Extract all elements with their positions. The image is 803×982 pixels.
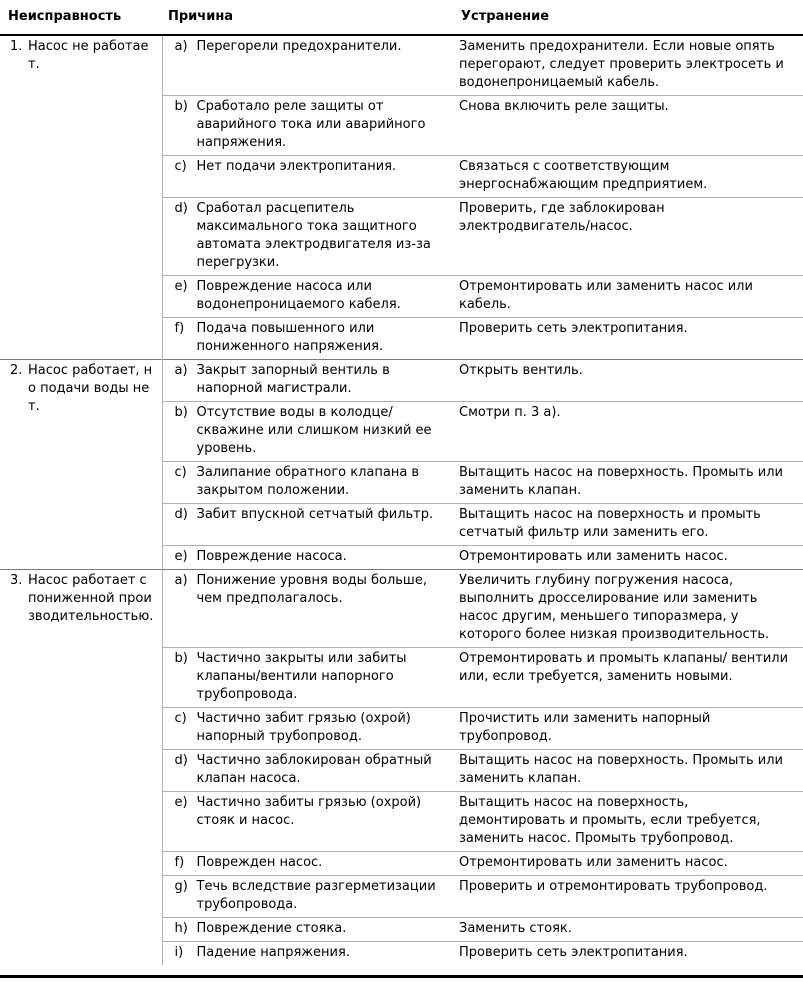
fault-number: 1. xyxy=(10,39,23,54)
cause-text: Частично забиты грязью (охрой) стояк и насос. xyxy=(196,795,422,828)
cause-cell xyxy=(162,276,453,318)
remedy-cell: Увеличить глубину погружения насоса, выполнить дросселирование или заменить насос другим, меньшего типоразмера, у которого более низкая производительность. xyxy=(453,570,803,648)
troubleshooting-table xyxy=(0,4,803,965)
cause-entry xyxy=(169,548,448,566)
cause-letter: c) xyxy=(174,465,187,480)
remedy-cell: Отремонтировать и промыть клапаны/ вентили или, если требуется, заменить новыми. xyxy=(453,648,803,708)
cause-cell xyxy=(162,402,453,462)
cause-entry xyxy=(169,710,448,746)
cause-cell xyxy=(162,708,453,750)
cause-text: Течь вследствие разгерметизации трубопровода. xyxy=(196,879,436,912)
cause-text: Частично закрыты или забиты клапаны/вентили напорного трубопровода. xyxy=(196,651,407,702)
cause-letter: g) xyxy=(174,879,188,894)
cause-cell xyxy=(162,918,453,942)
cause-text: Частично заблокирован обратный клапан насоса. xyxy=(196,753,432,786)
cause-text: Забит впускной сетчатый фильтр. xyxy=(196,507,434,522)
table-body xyxy=(0,35,803,965)
remedy-cell: Смотри п. 3 а). xyxy=(453,402,803,462)
cause-text: Перегорели предохранители. xyxy=(196,39,402,54)
cause-cell xyxy=(162,462,453,504)
cause-entry xyxy=(169,878,448,914)
fault-text: Насос не работает. xyxy=(28,39,149,72)
cause-cell xyxy=(162,570,453,648)
cause-cell xyxy=(162,750,453,792)
cause-text: Понижение уровня воды больше, чем предполагалось. xyxy=(196,573,427,606)
remedy-cell: Снова включить реле защиты. xyxy=(453,96,803,156)
table-end-rule xyxy=(0,975,803,978)
cause-text: Поврежден насос. xyxy=(196,855,323,870)
fault-entry xyxy=(10,362,158,416)
cause-entry xyxy=(169,320,448,356)
fault-entry xyxy=(10,572,158,626)
cause-letter: b) xyxy=(174,99,188,114)
cause-cell xyxy=(162,35,453,96)
cause-entry xyxy=(169,794,448,830)
fault-number: 3. xyxy=(10,573,23,588)
header-cause: Причина xyxy=(162,4,453,35)
cause-text: Подача повышенного или пониженного напряжения. xyxy=(196,321,384,354)
cause-letter: c) xyxy=(174,159,187,174)
cause-entry xyxy=(169,650,448,704)
cause-entry xyxy=(169,464,448,500)
cause-entry xyxy=(169,158,448,176)
table-row xyxy=(0,35,803,96)
cause-cell xyxy=(162,876,453,918)
cause-text: Падение напряжения. xyxy=(196,945,350,960)
cause-cell xyxy=(162,96,453,156)
cause-entry xyxy=(169,404,448,458)
cause-cell xyxy=(162,156,453,198)
remedy-cell: Открыть вентиль. xyxy=(453,360,803,402)
remedy-cell: Отремонтировать или заменить насос. xyxy=(453,546,803,570)
cause-text: Залипание обратного клапана в закрытом положении. xyxy=(196,465,420,498)
table-row xyxy=(0,570,803,648)
cause-text: Повреждение насоса. xyxy=(196,549,347,564)
fault-text: Насос работает с пониженной производительностью. xyxy=(28,573,154,624)
remedy-cell: Отремонтировать или заменить насос или кабель. xyxy=(453,276,803,318)
cause-letter: a) xyxy=(174,573,188,588)
table-row xyxy=(0,360,803,402)
cause-entry xyxy=(169,944,448,962)
cause-letter: d) xyxy=(174,753,188,768)
cause-letter: d) xyxy=(174,507,188,522)
remedy-cell: Проверить, где заблокирован электродвигатель/насос. xyxy=(453,198,803,276)
cause-letter: b) xyxy=(174,651,188,666)
cause-text: Частично забит грязью (охрой) напорный трубопровод. xyxy=(196,711,411,744)
cause-entry xyxy=(169,362,448,398)
cause-text: Закрыт запорный вентиль в напорной магистрали. xyxy=(196,363,390,396)
cause-text: Нет подачи электропитания. xyxy=(196,159,397,174)
remedy-cell: Вытащить насос на поверхность и промыть сетчатый фильтр или заменить его. xyxy=(453,504,803,546)
cause-text: Повреждение стояка. xyxy=(196,921,347,936)
remedy-cell: Проверить сеть электропитания. xyxy=(453,942,803,966)
cause-letter: a) xyxy=(174,39,188,54)
cause-letter: d) xyxy=(174,201,188,216)
cause-entry xyxy=(169,752,448,788)
cause-cell xyxy=(162,942,453,966)
cause-entry xyxy=(169,98,448,152)
cause-letter: e) xyxy=(174,549,188,564)
header-fault: Неисправность xyxy=(0,4,162,35)
cause-letter: e) xyxy=(174,279,188,294)
cause-entry xyxy=(169,572,448,608)
cause-cell xyxy=(162,546,453,570)
cause-entry xyxy=(169,200,448,272)
cause-letter: f) xyxy=(174,855,185,870)
cause-cell xyxy=(162,360,453,402)
cause-letter: h) xyxy=(174,921,188,936)
cause-cell xyxy=(162,648,453,708)
remedy-cell: Связаться с соответствующим энергоснабжающим предприятием. xyxy=(453,156,803,198)
remedy-cell: Вытащить насос на поверхность, демонтировать и промыть, если требуется, заменить насос. Промыть трубопровод. xyxy=(453,792,803,852)
fault-text: Насос работает, но подачи воды нет. xyxy=(28,363,153,414)
remedy-cell: Проверить и отремонтировать трубопровод. xyxy=(453,876,803,918)
cause-letter: i) xyxy=(174,945,184,960)
remedy-cell: Вытащить насос на поверхность. Промыть или заменить клапан. xyxy=(453,462,803,504)
cause-entry xyxy=(169,854,448,872)
remedy-cell: Заменить предохранители. Если новые опять перегорают, следует проверить электросеть и водонепроницаемый кабель. xyxy=(459,39,784,90)
fault-cell xyxy=(0,35,162,360)
cause-cell xyxy=(162,318,453,360)
cause-letter: a) xyxy=(174,363,188,378)
cause-entry xyxy=(169,38,448,56)
remedy-cell: Отремонтировать или заменить насос. xyxy=(453,852,803,876)
remedy-cell: Прочистить или заменить напорный трубопровод. xyxy=(453,708,803,750)
cause-entry xyxy=(169,278,448,314)
cause-letter: e) xyxy=(174,795,188,810)
fault-cell xyxy=(0,570,162,966)
fault-number: 2. xyxy=(10,363,23,378)
cause-cell xyxy=(162,504,453,546)
cause-cell xyxy=(162,198,453,276)
cause-letter: f) xyxy=(174,321,185,336)
cause-letter: b) xyxy=(174,405,188,420)
cause-text: Повреждение насоса или водонепроницаемого кабеля. xyxy=(196,279,401,312)
cause-cell xyxy=(162,852,453,876)
table-header xyxy=(0,4,803,35)
remedy-cell: Проверить сеть электропитания. xyxy=(453,318,803,360)
cause-entry xyxy=(169,920,448,938)
cause-cell xyxy=(162,792,453,852)
cause-text: Сработал расцепитель максимального тока защитного автомата электродвигателя из-за перегрузки. xyxy=(196,201,431,270)
fault-cell xyxy=(0,360,162,570)
remedy-cell: Заменить стояк. xyxy=(453,918,803,942)
fault-entry xyxy=(10,38,158,74)
cause-letter: c) xyxy=(174,711,187,726)
cause-text: Отсутствие воды в колодце/ скважине или слишком низкий ее уровень. xyxy=(196,405,432,456)
cause-entry xyxy=(169,506,448,524)
header-remedy: Устранение xyxy=(453,4,803,35)
cause-text: Сработало реле защиты от аварийного тока или аварийного напряжения. xyxy=(196,99,426,150)
remedy-cell: Вытащить насос на поверхность. Промыть или заменить клапан. xyxy=(453,750,803,792)
